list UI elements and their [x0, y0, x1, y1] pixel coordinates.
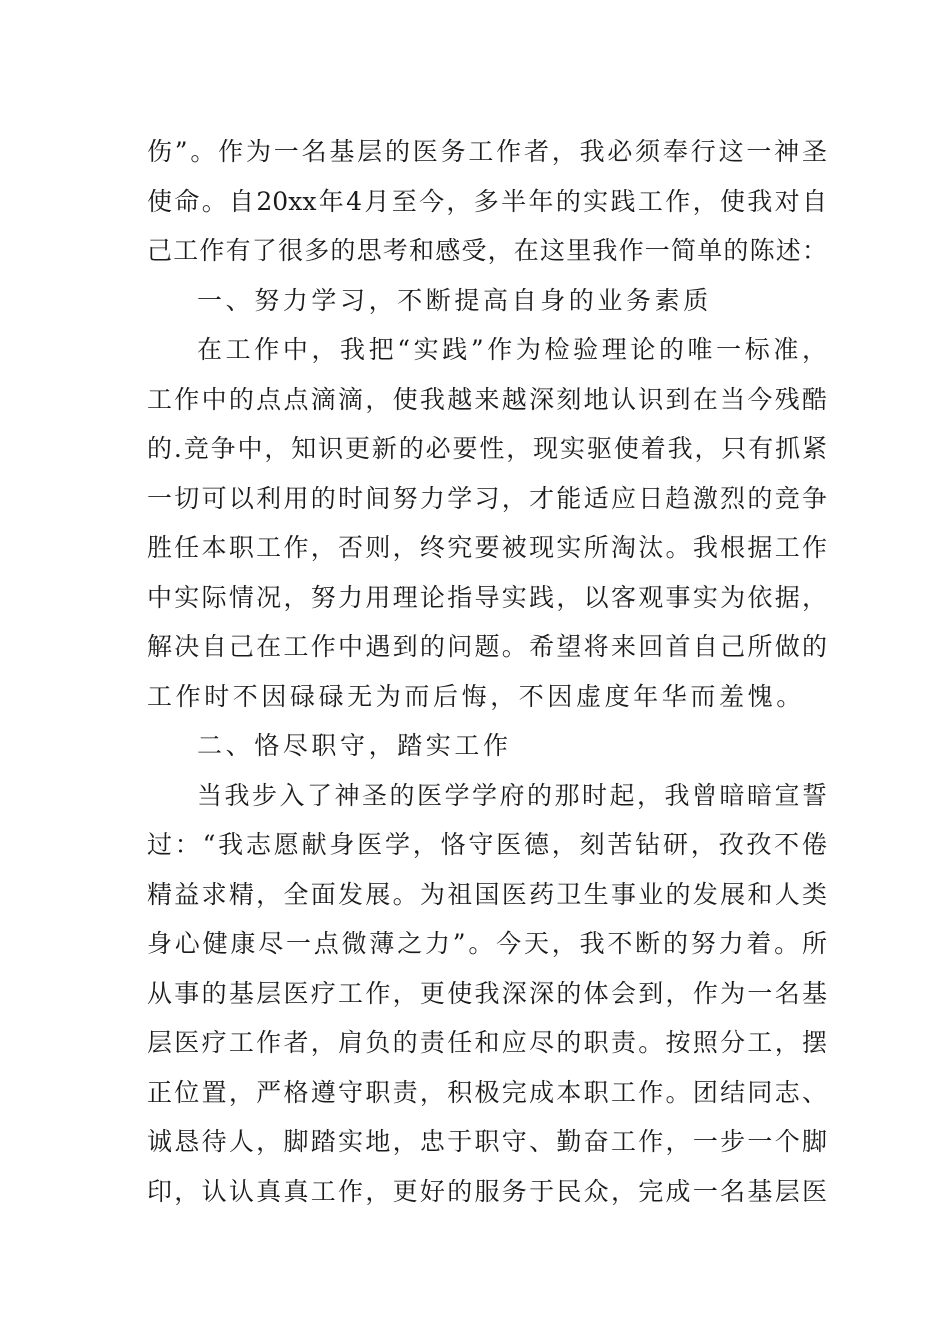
- text-line: 身心健康尽一点微薄之力”。今天，我不断的努力着。所: [147, 929, 827, 958]
- text-line: 中实际情况，努力用理论指导实践，以客观事实为依据，: [147, 582, 827, 612]
- text-line: 使命。自20xx年4月至今，多半年的实践工作，使我对自: [147, 186, 827, 216]
- text-line: 过：“我志愿献身医学，恪守医德，刻苦钻研，孜孜不倦: [147, 830, 827, 859]
- text-line: 的.竞争中，知识更新的必要性，现实驱使着我，只有抓紧: [147, 434, 827, 463]
- text-line: 诚恳待人，脚踏实地，忠于职守、勤奋工作，一步一个脚: [147, 1127, 827, 1156]
- document-body: [147, 127, 827, 1216]
- text-line: 工作时不因碌碌无为而后悔，不因虚度年华而羞愧。: [147, 681, 805, 711]
- section-heading: 一、努力学习，不断提高自身的业务素质: [197, 285, 712, 315]
- text-line: 精益求精，全面发展。为祖国医药卫生事业的发展和人类: [147, 879, 827, 909]
- text-line: 胜任本职工作，否则，终究要被现实所淘汰。我根据工作: [147, 533, 827, 562]
- text-line: 印，认认真真工作，更好的服务于民众，完成一名基层医: [147, 1176, 827, 1206]
- text-line: 在工作中，我把“实践”作为检验理论的唯一标准，: [197, 335, 827, 364]
- text-line: 一切可以利用的时间努力学习，才能适应日趋激烈的竞争: [147, 483, 827, 513]
- section-heading: 二、恪尽职守，踏实工作: [197, 731, 512, 760]
- text-line: 正位置，严格遵守职责，积极完成本职工作。团结同志、: [147, 1077, 827, 1107]
- text-line: 己工作有了很多的思考和感受，在这里我作一简单的陈述：: [147, 236, 827, 265]
- text-line: 工作中的点点滴滴，使我越来越深刻地认识到在当今残酷: [147, 384, 827, 414]
- text-line: 解决自己在工作中遇到的问题。希望将来回首自己所做的: [147, 632, 827, 661]
- text-line: 从事的基层医疗工作，更使我深深的体会到，作为一名基: [147, 978, 827, 1008]
- text-line: 层医疗工作者，肩负的责任和应尽的职责。按照分工，摆: [147, 1028, 827, 1057]
- text-line: 当我步入了神圣的医学学府的那时起，我曾暗暗宣誓: [197, 780, 827, 810]
- text-line: 伤”。作为一名基层的医务工作者，我必须奉行这一神圣: [147, 137, 827, 166]
